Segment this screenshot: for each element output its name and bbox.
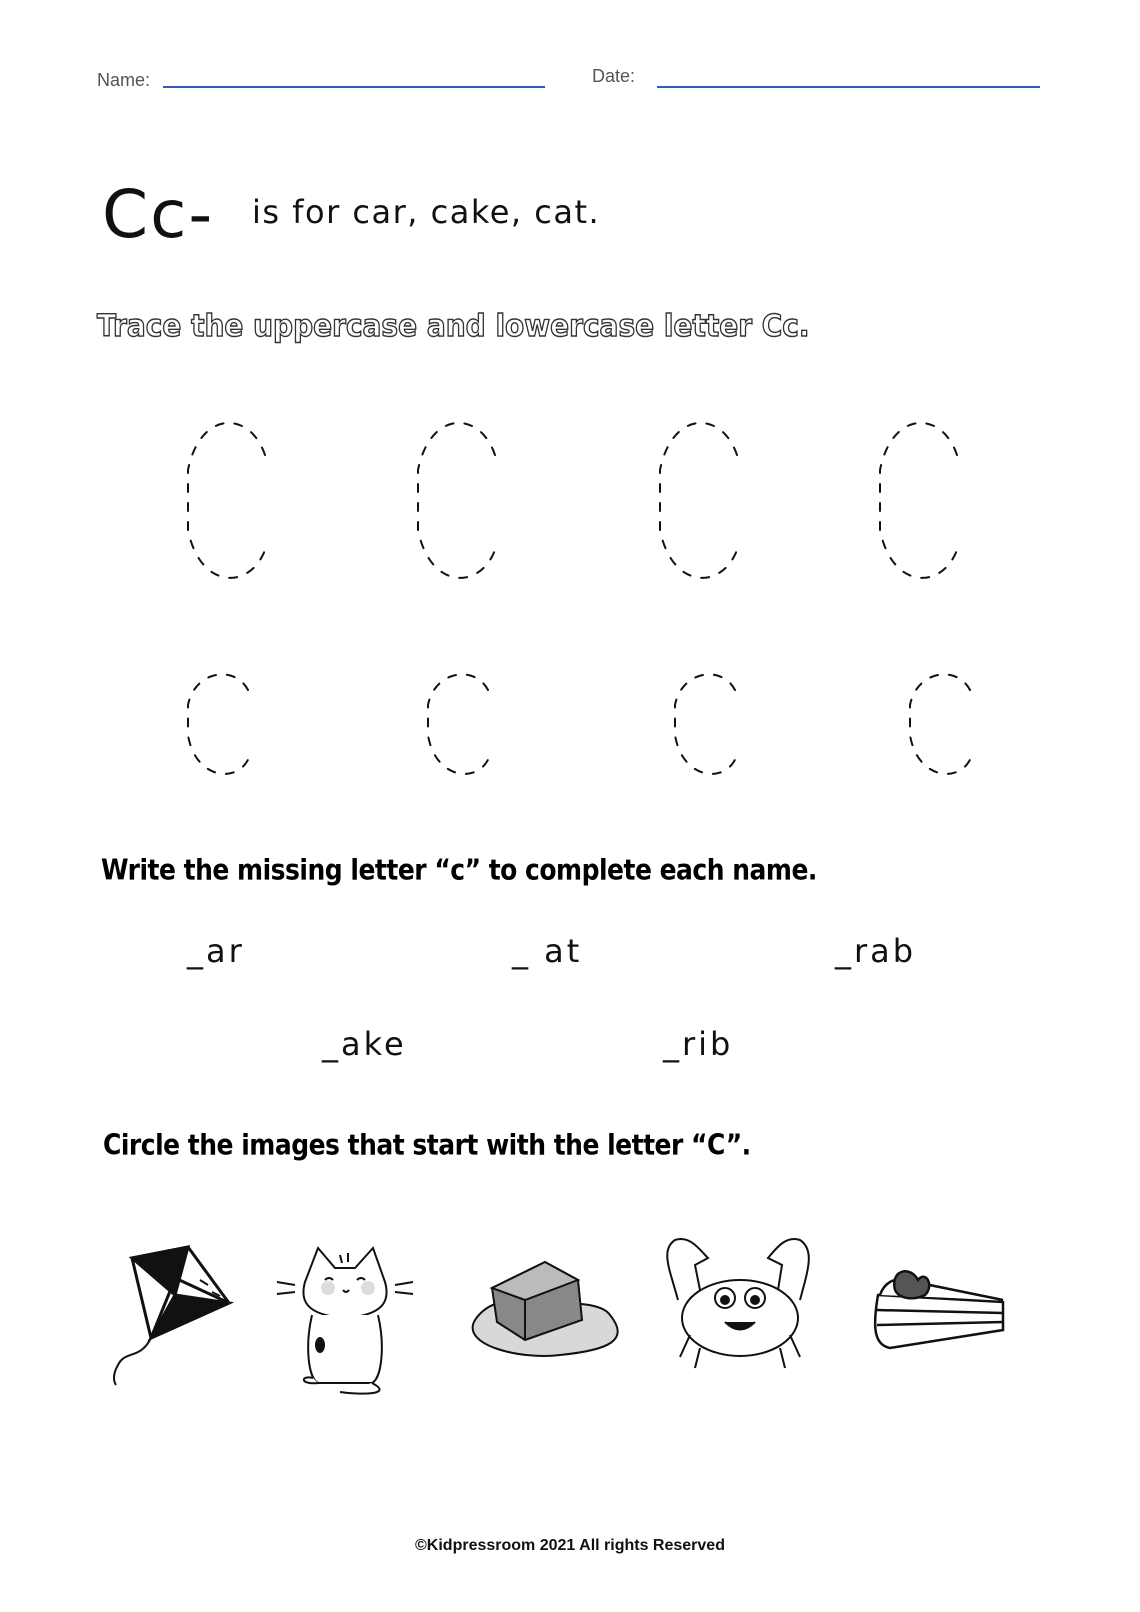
missing-letter-heading: Write the missing letter “c” to complete each name. bbox=[101, 853, 817, 887]
title-subtitle: is for car, cake, cat. bbox=[252, 193, 601, 231]
cube-icon[interactable] bbox=[473, 1262, 618, 1356]
name-label: Name: bbox=[97, 70, 151, 90]
kite-icon[interactable] bbox=[114, 1247, 229, 1385]
word-crib: _rib bbox=[663, 1025, 734, 1063]
footer-copyright: ©Kidpressroom 2021 All rights Reserved bbox=[415, 1537, 725, 1554]
circle-heading: Circle the images that start with the letter “C”. bbox=[103, 1128, 751, 1162]
word-cat: _ at bbox=[512, 932, 583, 970]
title-letters: Cc- bbox=[102, 176, 215, 253]
crab-icon[interactable] bbox=[667, 1239, 809, 1368]
word-car: _ar bbox=[187, 932, 245, 970]
word-cake: _ake bbox=[322, 1025, 407, 1063]
cake-icon[interactable] bbox=[875, 1271, 1003, 1348]
trace-heading: Trace the uppercase and lowercase letter Cc. bbox=[97, 308, 810, 344]
date-label: Date: bbox=[592, 66, 636, 86]
cat-icon[interactable] bbox=[277, 1248, 413, 1394]
word-crab: _rab bbox=[835, 932, 917, 970]
